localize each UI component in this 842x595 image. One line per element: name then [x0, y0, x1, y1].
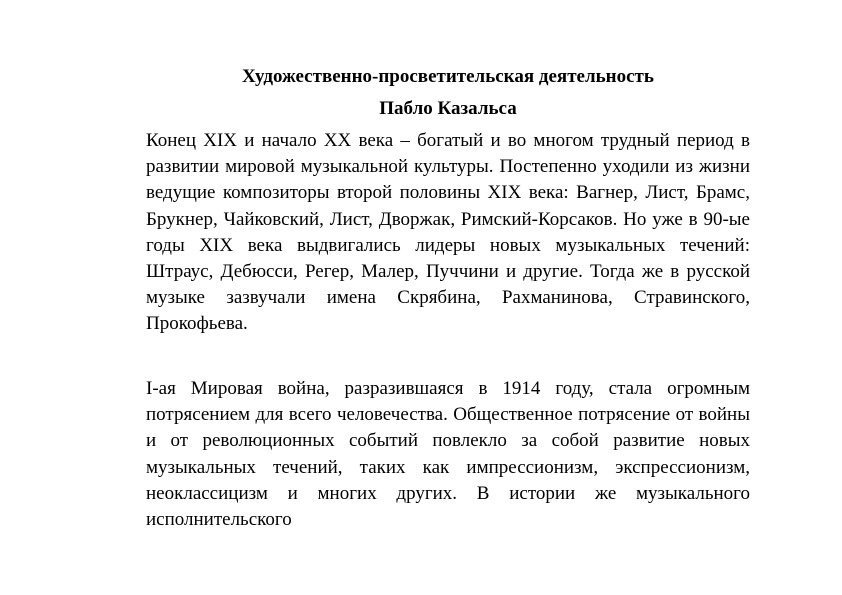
paragraph-2: I-ая Мировая война, разразившаяся в 1914 году, стала огромным потрясением для всего человечества. Общественное потрясение от войны и от революционных событий повлекло за собой развитие новых музыкальных течений, таких как импрессионизм, экспрессионизм, неоклассицизм и многих других. В истории же музыкального исполнительского [146, 378, 750, 531]
document-subtitle: Пабло Казальса [379, 98, 517, 119]
document-title: Художественно-просветительская деятельность [242, 66, 654, 87]
paragraph-1: Конец XIX и начало XX века – богатый и во многом трудный период в развитии мировой музыкальной культуры. Постепенно уходили из жизни ведущие композиторы второй половины XIX века: Вагнер, Лист, Брамс, Брукнер, Чайковский, Лист, Дворжак, Римский-Корсаков. Но уже в 90-ые годы XIX века выдвигались лидеры новых музыкальных течений: Штраус, Дебюсси, Регер, Малер, Пуччини и другие. Тогда же в русской музыке зазвучали имена Скрябина, Рахманинова, Стравинского, Прокофьева. [146, 130, 750, 335]
